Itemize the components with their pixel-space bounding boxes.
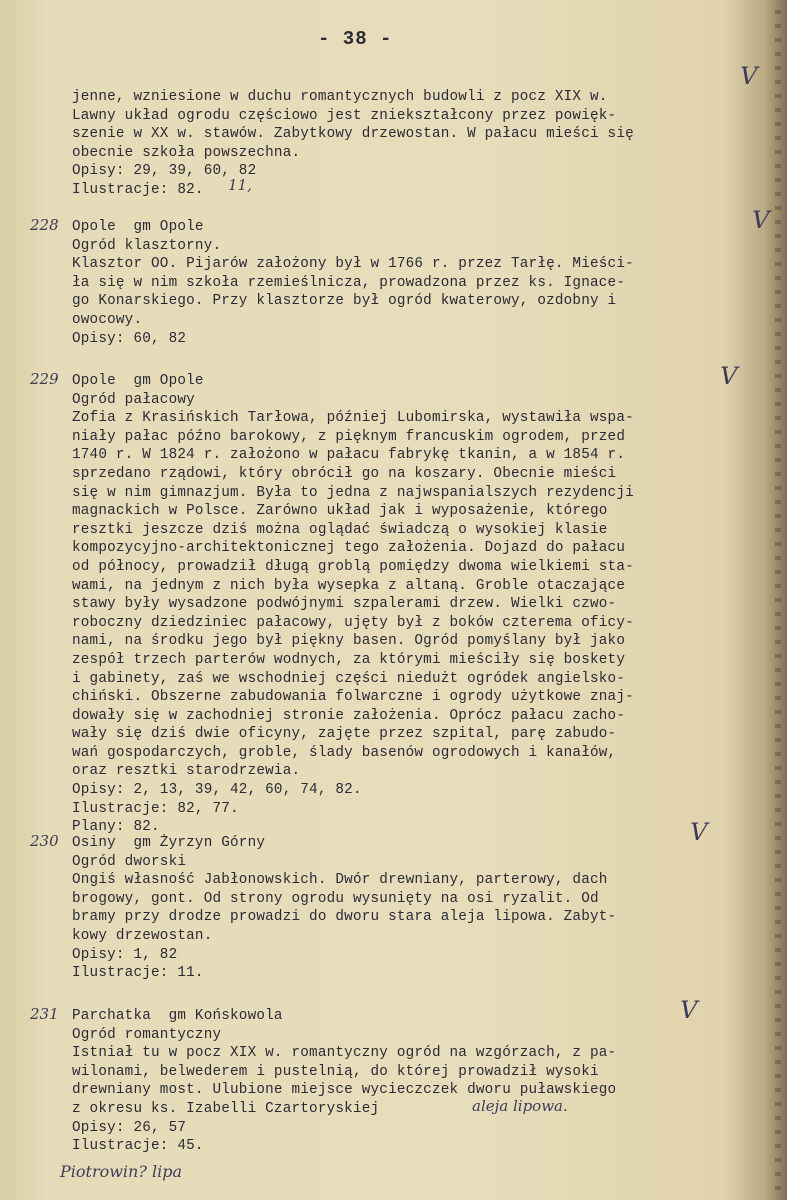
text-line: owocowy. [72, 311, 143, 328]
text-line: Lawny układ ogrodu częściowo jest zniekształcony przez powięk- [72, 107, 617, 124]
text-line: ła się w nim szkoła rzemieślnicza, prowadzona przez ks. Ignace- [72, 274, 626, 291]
text-line: Ongiś własność Jabłonowskich. Dwór drewniany, parterowy, dach [72, 872, 608, 889]
text-line: brogowy, gont. Od strony ogrodu wysunięty na osi ryzalit. Od [72, 890, 599, 907]
text-line: szenie w XX w. stawów. Zabytkowy drzewostan. W pałacu mieści się [72, 126, 634, 143]
text-line: Klasztor OO. Pijarów założony był w 1766 r. przez Tarłę. Mieści- [72, 256, 634, 273]
text-line: od północy, prowadził długą groblą pomiędzy dwoma wielkiemi sta- [72, 558, 634, 575]
entry-number: 228 [30, 216, 59, 234]
text-line: Ilustracje: 82, 77. [72, 800, 239, 817]
intro-block [72, 88, 772, 200]
entry-number: 230 [30, 832, 59, 850]
text-line: Istniał tu w pocz XIX w. romantyczny ogród na wzgórzach, z pa- [72, 1045, 617, 1062]
handwritten-addition: 11, [228, 176, 252, 194]
entry-229 [72, 372, 772, 837]
text-line: wały się dziś dwie oficyny, zajęte przez szpital, parę zabudo- [72, 726, 617, 743]
check-mark: V [717, 362, 741, 390]
text-line: i gabinety, zaś we wschodniej części niedużt ogródek angielsko- [72, 670, 626, 687]
entry-number: 229 [30, 370, 59, 388]
text-line: Zofia z Krasińskich Tarłowa, później Lubomirska, wystawiła wspa- [72, 410, 634, 427]
entry-title: Parchatka gm Końskowola [72, 1008, 283, 1024]
text-line: Opisy: 2, 13, 39, 42, 60, 74, 82. [72, 782, 362, 799]
text-line: Ogród klasztorny. [72, 237, 222, 254]
text-line: Opisy: 1, 82 [72, 946, 178, 963]
text-line: dowały się w zachodniej stronie założenia. Oprócz pałacu zacho- [72, 707, 626, 724]
text-line: nami, na środku jego był piękny basen. Ogród pomyślany był jako [72, 633, 626, 650]
text-line: Ogród dworski [72, 853, 187, 870]
text-line: oraz resztki starodrzewia. [72, 763, 301, 780]
text-line: wań gospodarczych, groble, ślady basenów ogrodowych i kanałów, [72, 744, 617, 761]
text-line: Ilustracje: 11. [72, 965, 204, 982]
text-line: Plany: 82. [72, 819, 160, 836]
text-line: Opisy: 29, 39, 60, 82 [72, 163, 257, 180]
entry-231 [72, 1007, 772, 1156]
entry-number: 231 [30, 1005, 59, 1023]
text-line: stawy były wysadzone podwójnymi szpalerami drzew. Wielki czwo- [72, 596, 617, 613]
text-line: z okresu ks. Izabelli Czartoryskiej [72, 1100, 380, 1117]
entry-title: Opole gm Opole [72, 373, 204, 389]
entry-title: Osiny gm Żyrzyn Górny [72, 835, 266, 851]
text-line: obecnie szkoła powszechna. [72, 144, 301, 161]
text-line: 1740 r. W 1824 r. założono w pałacu fabrykę tkanin, a w 1854 r. [72, 447, 626, 464]
text-line: resztki jeszcze dziś można oglądać świadczą o wysokiej klasie [72, 521, 608, 538]
page-number: - 38 - [318, 28, 393, 50]
text-line: kowy drzewostan. [72, 927, 213, 944]
text-line: wilonami, belwederem i pustelnią, do której prowadził wysoki [72, 1063, 599, 1080]
text-line: go Konarskiego. Przy klasztorze był ogród kwaterowy, ozdobny i [72, 293, 617, 310]
text-line: Ilustracje: 82. [72, 181, 204, 198]
text-line: Ilustracje: 45. [72, 1138, 204, 1155]
text-line: wami, na jednym z nich była wysepka z altaną. Groble otaczające [72, 577, 626, 594]
handwritten-note: Piotrowin? lipa [60, 1162, 183, 1181]
text-line: niały pałac późno barokowy, z pięknym francuskim ogrodem, przed [72, 428, 626, 445]
entry-title: Opole gm Opole [72, 219, 204, 235]
check-mark: V [687, 818, 711, 846]
text-line: bramy przy drodze prowadzi do dworu stara aleja lipowa. Zabyt- [72, 909, 617, 926]
text-line: Opisy: 26, 57 [72, 1119, 187, 1136]
text-line: się w nim gimnazjum. Była to jedna z najwspanialszych rezydencji [72, 484, 634, 501]
text-line: jenne, wzniesione w duchu romantycznych budowli z pocz XIX w. [72, 89, 608, 105]
handwritten-addition: aleja lipowa. [472, 1097, 568, 1115]
text-line: Ogród pałacowy [72, 391, 195, 408]
text-line: magnackich w Polsce. Zarówno układ jak i wyposażenie, którego [72, 503, 608, 520]
text-line: drewniany most. Ulubione miejsce wycieczczek dworu puławskiego [72, 1082, 617, 1099]
entry-228 [72, 218, 772, 348]
text-line: Opisy: 60, 82 [72, 330, 187, 347]
check-mark: V [677, 996, 701, 1024]
text-line: chiński. Obszerne zabudowania folwarczne i ogrody użytkowe znaj- [72, 689, 634, 706]
text-line: roboczny dziedziniec pałacowy, ujęty był z boków czterema oficy- [72, 614, 634, 631]
check-mark: V [749, 206, 773, 234]
entry-230 [72, 834, 772, 983]
text-line: sprzedano rządowi, który obrócił go na koszary. Obecnie mieści [72, 465, 617, 482]
text-line: kompozycyjno-architektonicznej tego założenia. Dojazd do pałacu [72, 540, 626, 557]
binding-holes [775, 0, 781, 1200]
text-line: zespół trzech parterów wodnych, za którymi mieściły się boskety [72, 651, 626, 668]
text-line: Ogród romantyczny [72, 1026, 222, 1043]
check-mark: V [737, 62, 761, 90]
